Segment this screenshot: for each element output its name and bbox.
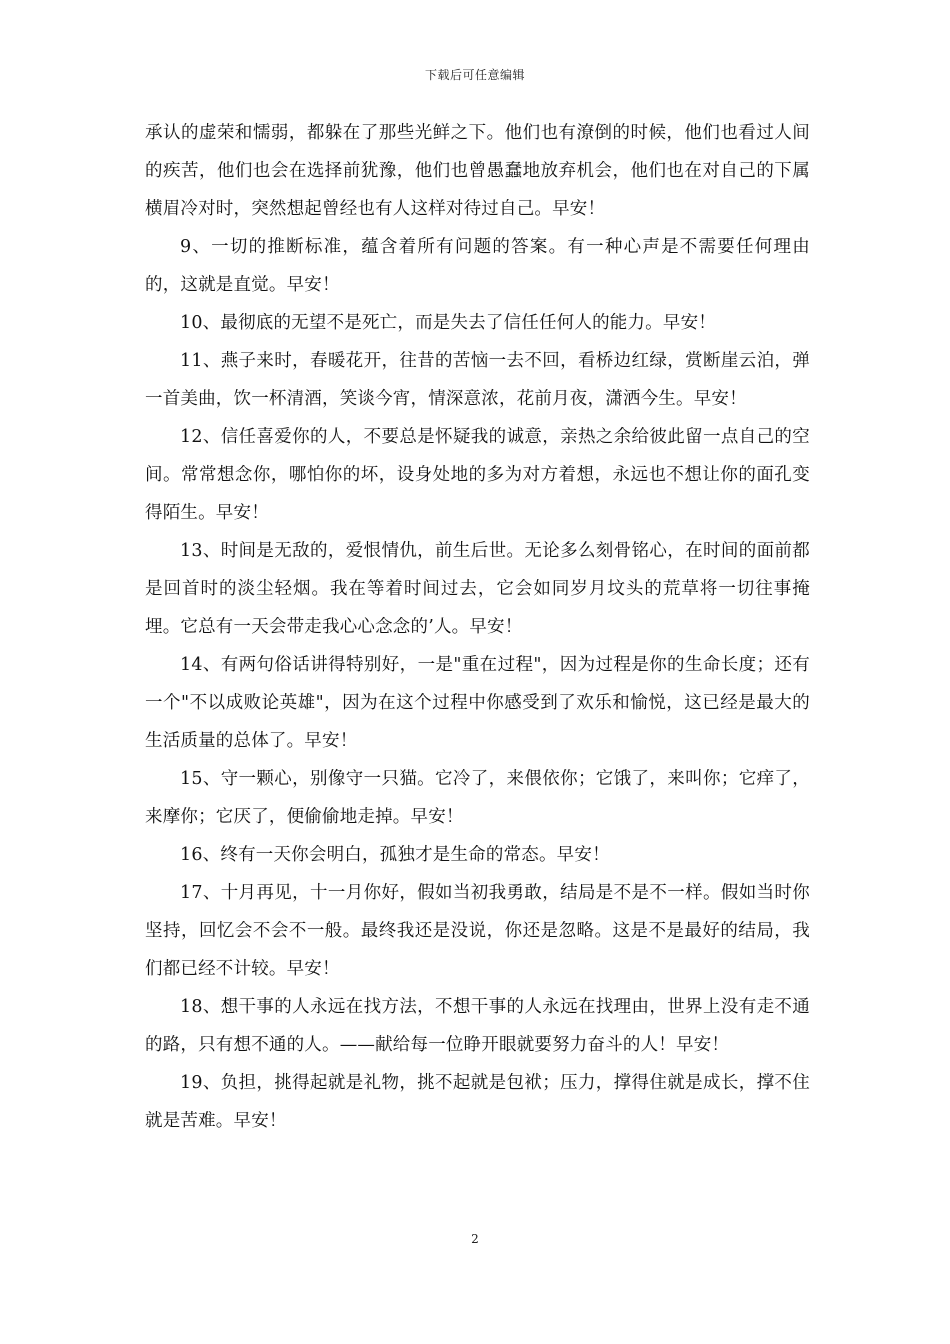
paragraph: 17、十月再见，十一月你好，假如当初我勇敢，结局是不是不一样。假如当时你坚持，回忆会不会不一般。最终我还是没说，你还是忽略。这是不是最好的结局，我们都已经不计较。早安！ — [145, 883, 810, 979]
paragraph: 18、想干事的人永远在找方法，不想干事的人永远在找理由，世界上没有走不通的路，只有想不通的人。——献给每一位睁开眼就要努力奋斗的人！早安！ — [145, 997, 810, 1055]
paragraph: 13、时间是无敌的，爱恨情仇，前生后世。无论多么刻骨铭心，在时间的面前都是回首时的淡尘轻烟。我在等着时间过去，它会如同岁月坟头的荒草将一切往事掩埋。它总有一天会带走我心心念念的’人。早安！ — [145, 541, 810, 637]
paragraph: 15、守一颗心，别像守一只猫。它冷了，来偎依你；它饿了，来叫你；它痒了，来摩你；它厌了，便偷偷地走掉。早安！ — [145, 769, 810, 827]
paragraph: 10、最彻底的无望不是死亡，而是失去了信任任何人的能力。早安！ — [180, 313, 716, 333]
paragraph: 9、一切的推断标准，蕴含着所有问题的答案。有一种心声是不需要任何理由的，这就是直觉。早安！ — [145, 237, 810, 295]
paragraph: 14、有两句俗话讲得特别好，一是"重在过程"，因为过程是你的生命长度；还有一个"不以成败论英雄"，因为在这个过程中你感受到了欢乐和愉悦，这已经是最大的生活质量的总体了。早安！ — [145, 655, 810, 751]
paragraph: 11、燕子来时，春暖花开，往昔的苦恼一去不回，看桥边红绿，赏断崖云泊，弹一首美曲，饮一杯清酒，笑谈今宵，情深意浓，花前月夜，潇洒今生。早安！ — [145, 351, 810, 409]
paragraph: 承认的虚荣和懦弱，都躲在了那些光鲜之下。他们也有潦倒的时候，他们也看过人间的疾苦，他们也会在选择前犹豫，他们也曾愚蠢地放弃机会，他们也在对自己的下属横眉冷对时，突然想起曾经也有人这样对待过自己。早安！ — [145, 123, 810, 219]
page-header: 下载后可任意编辑 — [424, 68, 525, 82]
document-body — [145, 114, 810, 1140]
page-number: 2 — [471, 1232, 479, 1246]
paragraph: 12、信任喜爱你的人，不要总是怀疑我的诚意，亲热之余给彼此留一点自己的空间。常常想念你，哪怕你的坏，设身处地的多为对方着想，永远也不想让你的面孔变得陌生。早安！ — [145, 427, 810, 523]
paragraph: 16、终有一天你会明白，孤独才是生命的常态。早安！ — [180, 845, 610, 865]
paragraph: 19、负担，挑得起就是礼物，挑不起就是包袱；压力，撑得住就是成长，撑不住就是苦难。早安！ — [145, 1073, 810, 1131]
